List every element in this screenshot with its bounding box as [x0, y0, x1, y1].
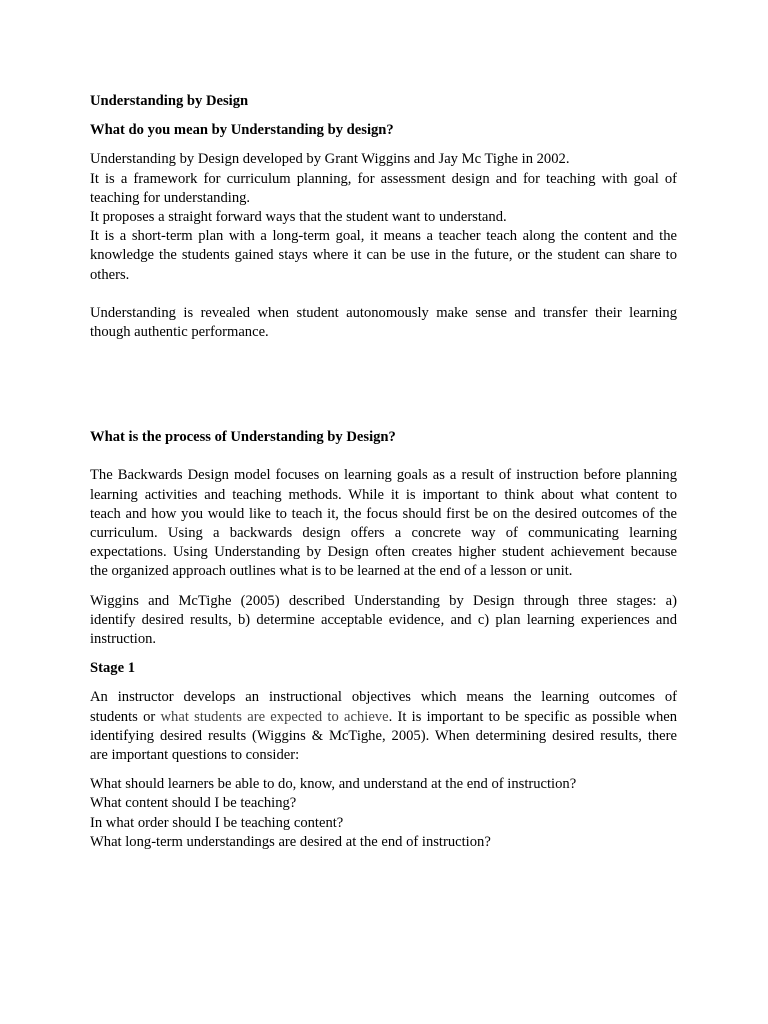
text-line: Understanding by Design developed by Grant Wiggins and Jay Mc Tighe in 2002.: [90, 151, 570, 168]
text-line: knowledge the students gained stays where it can be use in the future, or the student can share to: [90, 247, 677, 264]
text-line: others.: [90, 266, 130, 283]
text-line: It is a short-term plan with a long-term goal, it means a teacher teach along the content and the: [90, 228, 677, 245]
text-line: learning activities and teaching methods. While it is important to think about what content to: [90, 486, 677, 503]
question-line: What long-term understandings are desired at the end of instruction?: [90, 833, 491, 850]
text-line: [90, 708, 677, 727]
section1-heading: What do you mean by Understanding by design?: [90, 122, 394, 139]
highlighted-phrase: what students are expected to achieve: [160, 708, 389, 725]
section2-paragraph1: [90, 466, 677, 581]
text-line: teach and how you would like to teach it, the focus should first be on the desired outcomes of the: [90, 505, 677, 522]
text-segment: students or: [90, 708, 161, 725]
text-line: expectations. Using Understanding by Design often creates higher student achievement because: [90, 544, 677, 561]
text-line: instruction.: [90, 631, 157, 648]
text-line: It is a framework for curriculum planning, for assessment design and for teaching with goal of: [90, 170, 677, 187]
section1-paragraph1: [90, 150, 677, 284]
document-page: [90, 92, 677, 852]
question-line: What content should I be teaching?: [90, 795, 297, 812]
section2-heading: What is the process of Understanding by Design?: [90, 429, 396, 446]
text-line: the organized approach outlines what is to be learned at the end of a lesson or unit.: [90, 563, 573, 580]
text-line: though authentic performance.: [90, 324, 269, 341]
section2-paragraph2: [90, 592, 677, 650]
text-line: identify desired results, b) determine acceptable evidence, and c) plan learning experiences and: [90, 611, 677, 628]
text-line: are important questions to consider:: [90, 747, 300, 764]
text-line: Understanding is revealed when student autonomously make sense and transfer their learning: [90, 304, 677, 321]
section1-paragraph2: [90, 304, 677, 342]
text-line: The Backwards Design model focuses on learning goals as a result of instruction before planning: [90, 467, 677, 484]
question-line: What should learners be able to do, know, and understand at the end of instruction?: [90, 776, 577, 793]
text-line: teaching for understanding.: [90, 189, 251, 206]
stage1-heading: Stage 1: [90, 660, 135, 677]
question-line: In what order should I be teaching content?: [90, 814, 344, 831]
text-segment: . It is important to be specific as possible when: [388, 708, 678, 725]
stage1-questions: [90, 775, 677, 852]
text-line: curriculum. Using a backwards design offers a concrete way of communicating learning: [90, 525, 677, 542]
text-line: It proposes a straight forward ways that the student want to understand.: [90, 209, 507, 226]
stage1-paragraph: [90, 688, 677, 765]
text-line: Wiggins and McTighe (2005) described Understanding by Design through three stages: a): [90, 592, 677, 609]
text-line: An instructor develops an instructional objectives which means the learning outcomes of: [90, 689, 677, 706]
text-line: identifying desired results (Wiggins & McTighe, 2005). When determining desired results, there: [90, 727, 677, 744]
document-title: Understanding by Design: [90, 93, 249, 109]
